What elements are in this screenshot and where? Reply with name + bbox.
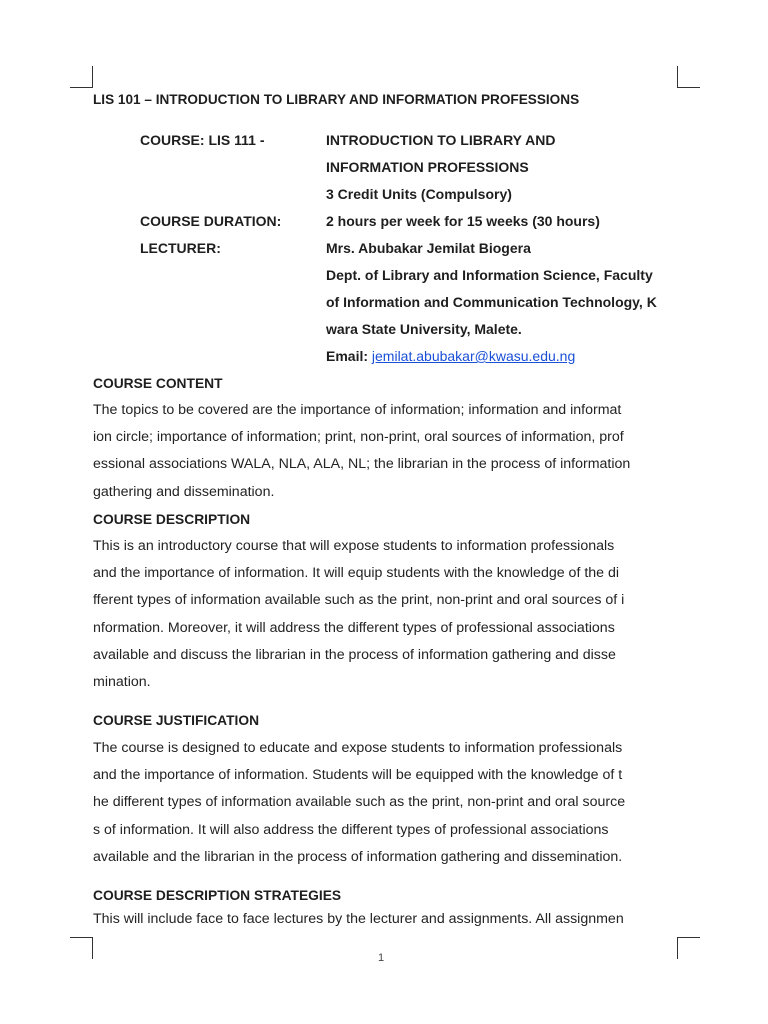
crop-mark-bottom-right-v xyxy=(677,937,678,959)
crop-mark-top-left-h xyxy=(70,87,93,88)
text-line: nformation. Moreover, it will address the different types of professional associations xyxy=(93,619,615,636)
crop-mark-bottom-left-v xyxy=(92,937,93,959)
section-heading-course-content: COURSE CONTENT xyxy=(93,376,223,391)
text-line: mination. xyxy=(93,673,151,690)
text-line: available and the librarian in the process of information gathering and dissemination. xyxy=(93,848,623,865)
text-line: The course is designed to educate and expose students to information professionals xyxy=(93,740,623,756)
section-paragraph-course-description xyxy=(93,533,693,696)
text-line: essional associations WALA, NLA, ALA, NL; the librarian in the process of information xyxy=(93,456,631,473)
info-value: of Information and Communication Technology, K xyxy=(326,294,657,310)
info-value: wara State University, Malete. xyxy=(326,321,522,337)
section-paragraph-course-content xyxy=(93,397,693,506)
text-line: s of information. It will also address the different types of professional associations xyxy=(93,821,609,838)
email-label: Email: xyxy=(326,348,369,364)
text-line: This will include face to face lectures by the lecturer and assignments. All assignmen xyxy=(93,911,624,927)
info-value: 3 Credit Units (Compulsory) xyxy=(326,186,512,202)
info-value: Mrs. Abubakar Jemilat Biogera xyxy=(326,240,531,256)
info-value: 2 hours per week for 15 weeks (30 hours) xyxy=(326,213,600,229)
section-heading-course-justification: COURSE JUSTIFICATION xyxy=(93,713,260,728)
section-heading-course-description: COURSE DESCRIPTION xyxy=(93,512,251,527)
text-line: he different types of information available such as the print, non-print and oral source xyxy=(93,794,626,811)
section-heading-course-description-strategies: COURSE DESCRIPTION STRATEGIES xyxy=(93,888,342,903)
text-line: The topics to be covered are the importance of information; information and informat xyxy=(93,402,622,418)
info-label: COURSE DURATION: xyxy=(140,213,282,229)
info-label: LECTURER: xyxy=(140,240,221,256)
text-line: fferent types of information available such as the print, non-print and oral sources of i xyxy=(93,592,625,609)
email-field xyxy=(326,345,575,367)
text-line: available and discuss the librarian in the process of information gathering and disse xyxy=(93,646,616,663)
crop-mark-bottom-right-h xyxy=(677,937,700,938)
document-title: LIS 101 – INTRODUCTION TO LIBRARY AND INFORMATION PROFESSIONS xyxy=(93,92,580,107)
crop-mark-top-right-v xyxy=(677,66,678,88)
info-value: INFORMATION PROFESSIONS xyxy=(326,159,529,175)
text-line: gathering and dissemination. xyxy=(93,483,275,500)
section-paragraph-course-description-strategies xyxy=(93,906,693,933)
email-link[interactable]: jemilat.abubakar@kwasu.edu.ng xyxy=(371,348,576,364)
section-paragraph-course-justification xyxy=(93,735,693,871)
crop-mark-top-right-h xyxy=(677,87,700,88)
text-line: and the importance of information. Students will be equipped with the knowledge of t xyxy=(93,767,623,784)
crop-mark-top-left-v xyxy=(92,66,93,88)
text-line: and the importance of information. It will equip students with the knowledge of the di xyxy=(93,565,620,582)
text-line: ion circle; importance of information; print, non-print, oral sources of information, prof xyxy=(93,429,624,446)
page-number: 1 xyxy=(378,952,385,964)
info-value: INTRODUCTION TO LIBRARY AND xyxy=(326,132,556,148)
text-line: This is an introductory course that will expose students to information professionals xyxy=(93,538,615,554)
info-value: Dept. of Library and Information Science, Faculty xyxy=(326,267,653,283)
info-label: COURSE: LIS 111 - xyxy=(140,132,265,148)
crop-mark-bottom-left-h xyxy=(70,937,93,938)
